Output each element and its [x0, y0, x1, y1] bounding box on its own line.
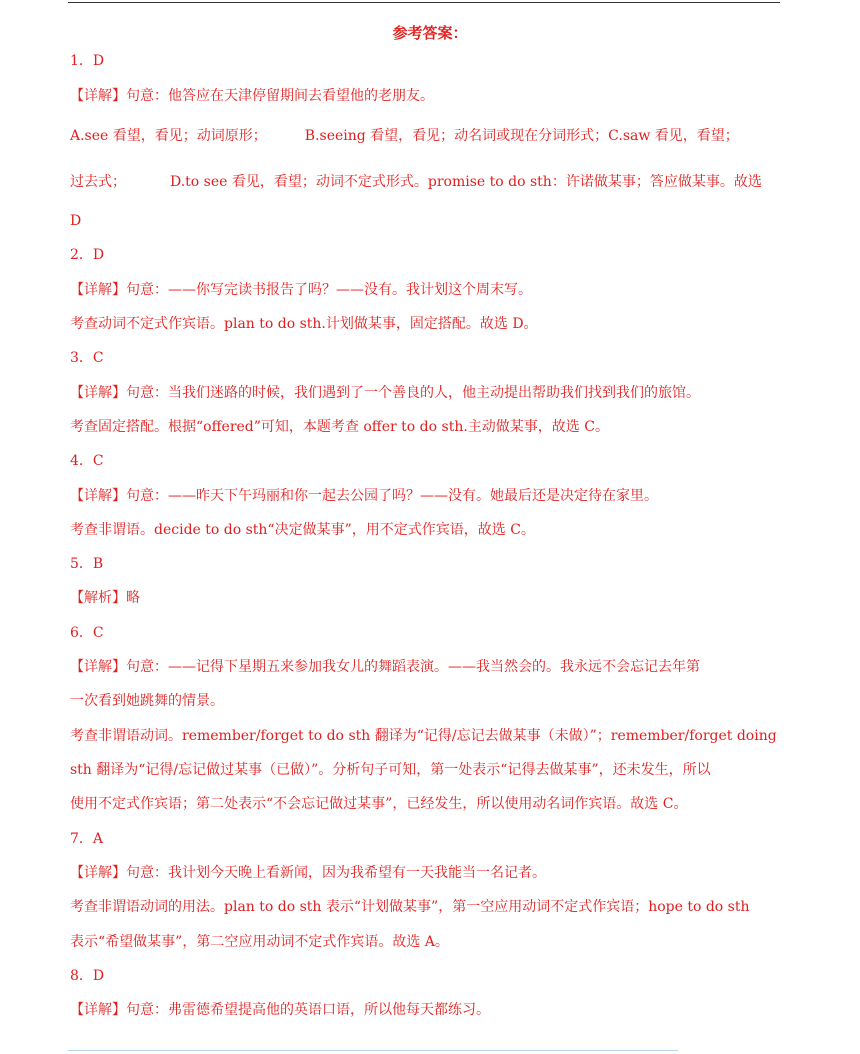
item-4-detail: 【详解】句意：——昨天下午玛丽和你一起去公园了吗？——没有。她最后还是决定待在家里。 [70, 488, 658, 504]
item-4-number: 4．C [70, 453, 104, 469]
item-1-options-row-1 [70, 127, 782, 145]
item-7-explanation-1: 考查非谓语动词的用法。plan to do sth 表示“计划做某事”，第一空应用动词不定式作宾语；hope to do sth [70, 899, 750, 915]
item-2-explanation: 考查动词不定式作宾语。plan to do sth.计划做某事，固定搭配。故选 D。 [70, 316, 538, 332]
item-1-option-d: D.to see 看见，看望；动词不定式形式。promise to do sth：许诺做某事；答应做某事。故选 [170, 174, 762, 190]
item-5-number: 5．B [70, 556, 104, 572]
item-6-explanation-3: 使用不定式作宾语；第二处表示“不会忘记做过某事”，已经发生，所以使用动名词作宾语。故选 C。 [70, 796, 688, 812]
item-1-option-c-tense: 过去式； [70, 174, 126, 190]
item-8-number: 8．D [70, 968, 105, 984]
item-6-detail-cont: 一次看到她跳舞的情景。 [70, 693, 224, 709]
header-rule [68, 2, 780, 3]
page-title: 参考答案： [392, 24, 468, 42]
item-1-option-b-c: B.seeing 看望，看见；动名词或现在分词形式；C.saw 看见，看望； [304, 128, 739, 144]
item-5-detail: 【解析】略 [70, 590, 140, 606]
item-7-detail: 【详解】句意：我计划今天晚上看新闻，因为我希望有一天我能当一名记者。 [70, 865, 546, 881]
item-8-detail: 【详解】句意：弗雷德希望提高他的英语口语，所以他每天都练习。 [70, 1002, 490, 1018]
item-6-detail: 【详解】句意：——记得下星期五来参加我女儿的舞蹈表演。——我当然会的。我永远不会忘记去年第 [70, 659, 700, 675]
item-2-number: 2．D [70, 247, 105, 263]
item-1-option-a: A.see 看望，看见；动词原形； [70, 128, 267, 144]
item-4-explanation: 考查非谓语。decide to do sth“决定做某事”，用不定式作宾语，故选 C。 [70, 522, 535, 538]
item-3-number: 3．C [70, 350, 104, 366]
item-6-explanation-2: sth 翻译为“记得/忘记做过某事（已做）”。分析句子可知，第一处表示“记得去做某事”，还未发生，所以 [70, 762, 711, 778]
footer-rule [68, 1050, 678, 1051]
item-6-number: 6．C [70, 625, 104, 641]
item-1-number: 1．D [70, 53, 105, 69]
item-1-detail: 【详解】句意：他答应在天津停留期间去看望他的老朋友。 [70, 88, 434, 104]
item-3-explanation: 考查固定搭配。根据“offered”可知，本题考查 offer to do sth.主动做某事，故选 C。 [70, 419, 609, 435]
item-6-explanation-1: 考查非谓语动词。remember/forget to do sth 翻译为“记得/忘记去做某事（未做）”；remember/forget doing [70, 728, 777, 744]
item-7-number: 7．A [70, 831, 104, 847]
item-1-answer: D [70, 213, 82, 229]
item-1-options-row-2 [70, 173, 782, 191]
item-3-detail: 【详解】句意：当我们迷路的时候，我们遇到了一个善良的人，他主动提出帮助我们找到我们的旅馆。 [70, 385, 700, 401]
item-2-detail: 【详解】句意：——你写完读书报告了吗？——没有。我计划这个周末写。 [70, 282, 532, 298]
item-7-explanation-2: 表示“希望做某事”，第二空应用动词不定式作宾语。故选 A。 [70, 934, 449, 950]
